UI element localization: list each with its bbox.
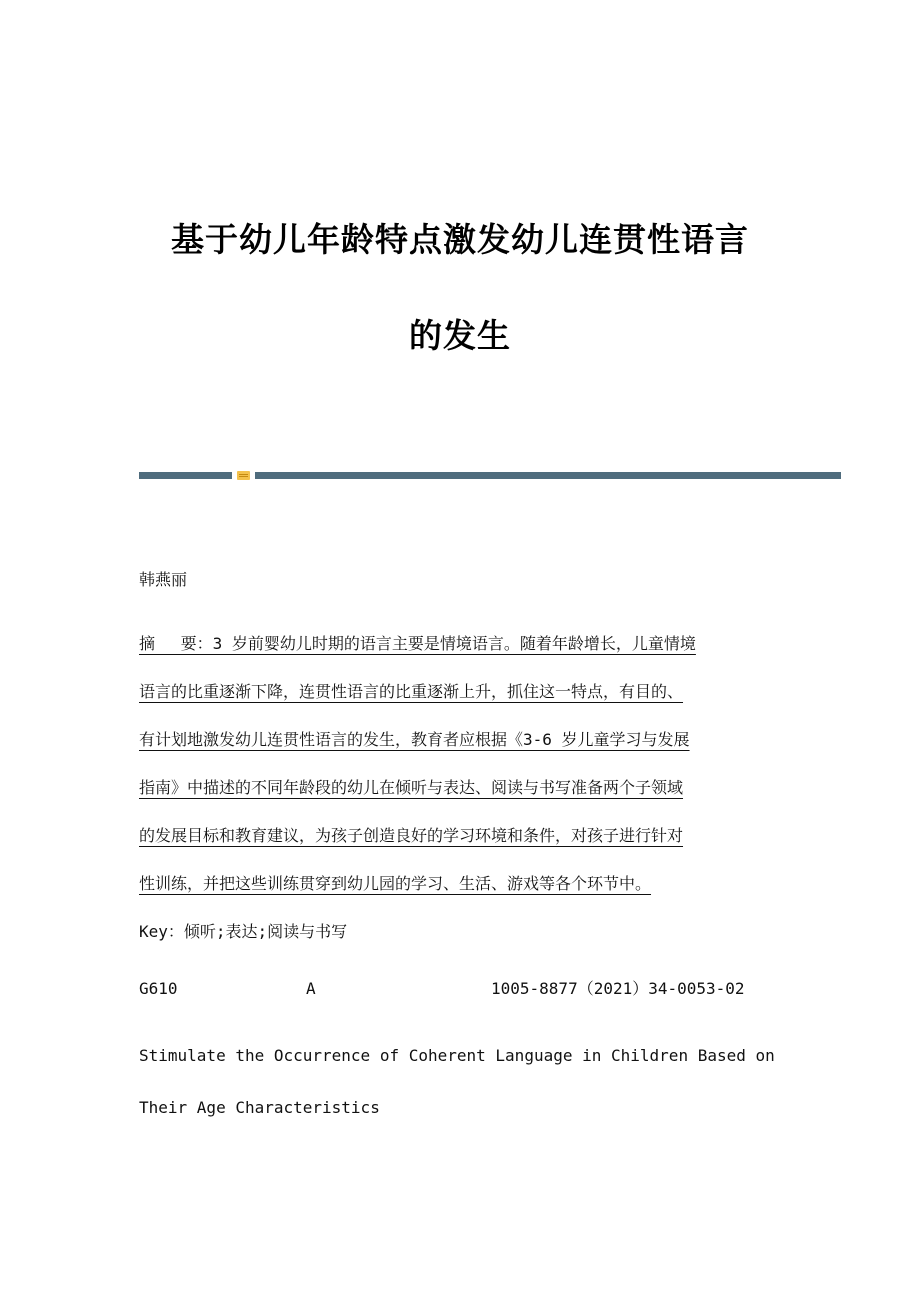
divider-right-segment	[255, 472, 841, 479]
class-code: G610	[139, 979, 178, 998]
abstract-line: 指南》中描述的不同年龄段的幼儿在倾听与表达、阅读与书写准备两个子领域	[139, 778, 684, 797]
english-title	[139, 1030, 799, 1134]
english-title-line-1: Stimulate the Occurrence of Coherent Language in Children Based on	[139, 1046, 775, 1065]
divider-left-segment	[139, 472, 232, 479]
abstract-line: 的发展目标和教育建议，为孩子创造良好的学习环境和条件，对孩子进行针对	[139, 826, 684, 845]
title-line-2: 的发生	[409, 316, 511, 355]
title-line-1: 基于幼儿年龄特点激发幼儿连贯性语言	[171, 220, 749, 259]
title-divider	[139, 471, 841, 480]
abstract-line: 有计划地激发幼儿连贯性语言的发生，教育者应根据《3-6 岁儿童学习与发展	[139, 730, 690, 749]
keywords: Key：倾听;表达;阅读与书写	[139, 922, 348, 941]
envelope-icon	[237, 471, 250, 480]
abstract-line: 性训练，并把这些训练贯穿到幼儿园的学习、生活、游戏等各个环节中。	[139, 874, 652, 893]
abstract-line: 摘 要：3 岁前婴幼儿时期的语言主要是情境语言。随着年龄增长，儿童情境	[139, 634, 696, 653]
author-name: 韩燕丽	[139, 570, 188, 589]
document-code: A	[306, 979, 316, 998]
article-id: 1005-8877（2021）34-0053-02	[491, 979, 745, 998]
abstract	[139, 620, 779, 908]
abstract-line: 语言的比重逐渐下降，连贯性语言的比重逐渐上升，抓住这一特点，有目的、	[139, 682, 684, 701]
english-title-line-2: Their Age Characteristics	[139, 1098, 380, 1117]
